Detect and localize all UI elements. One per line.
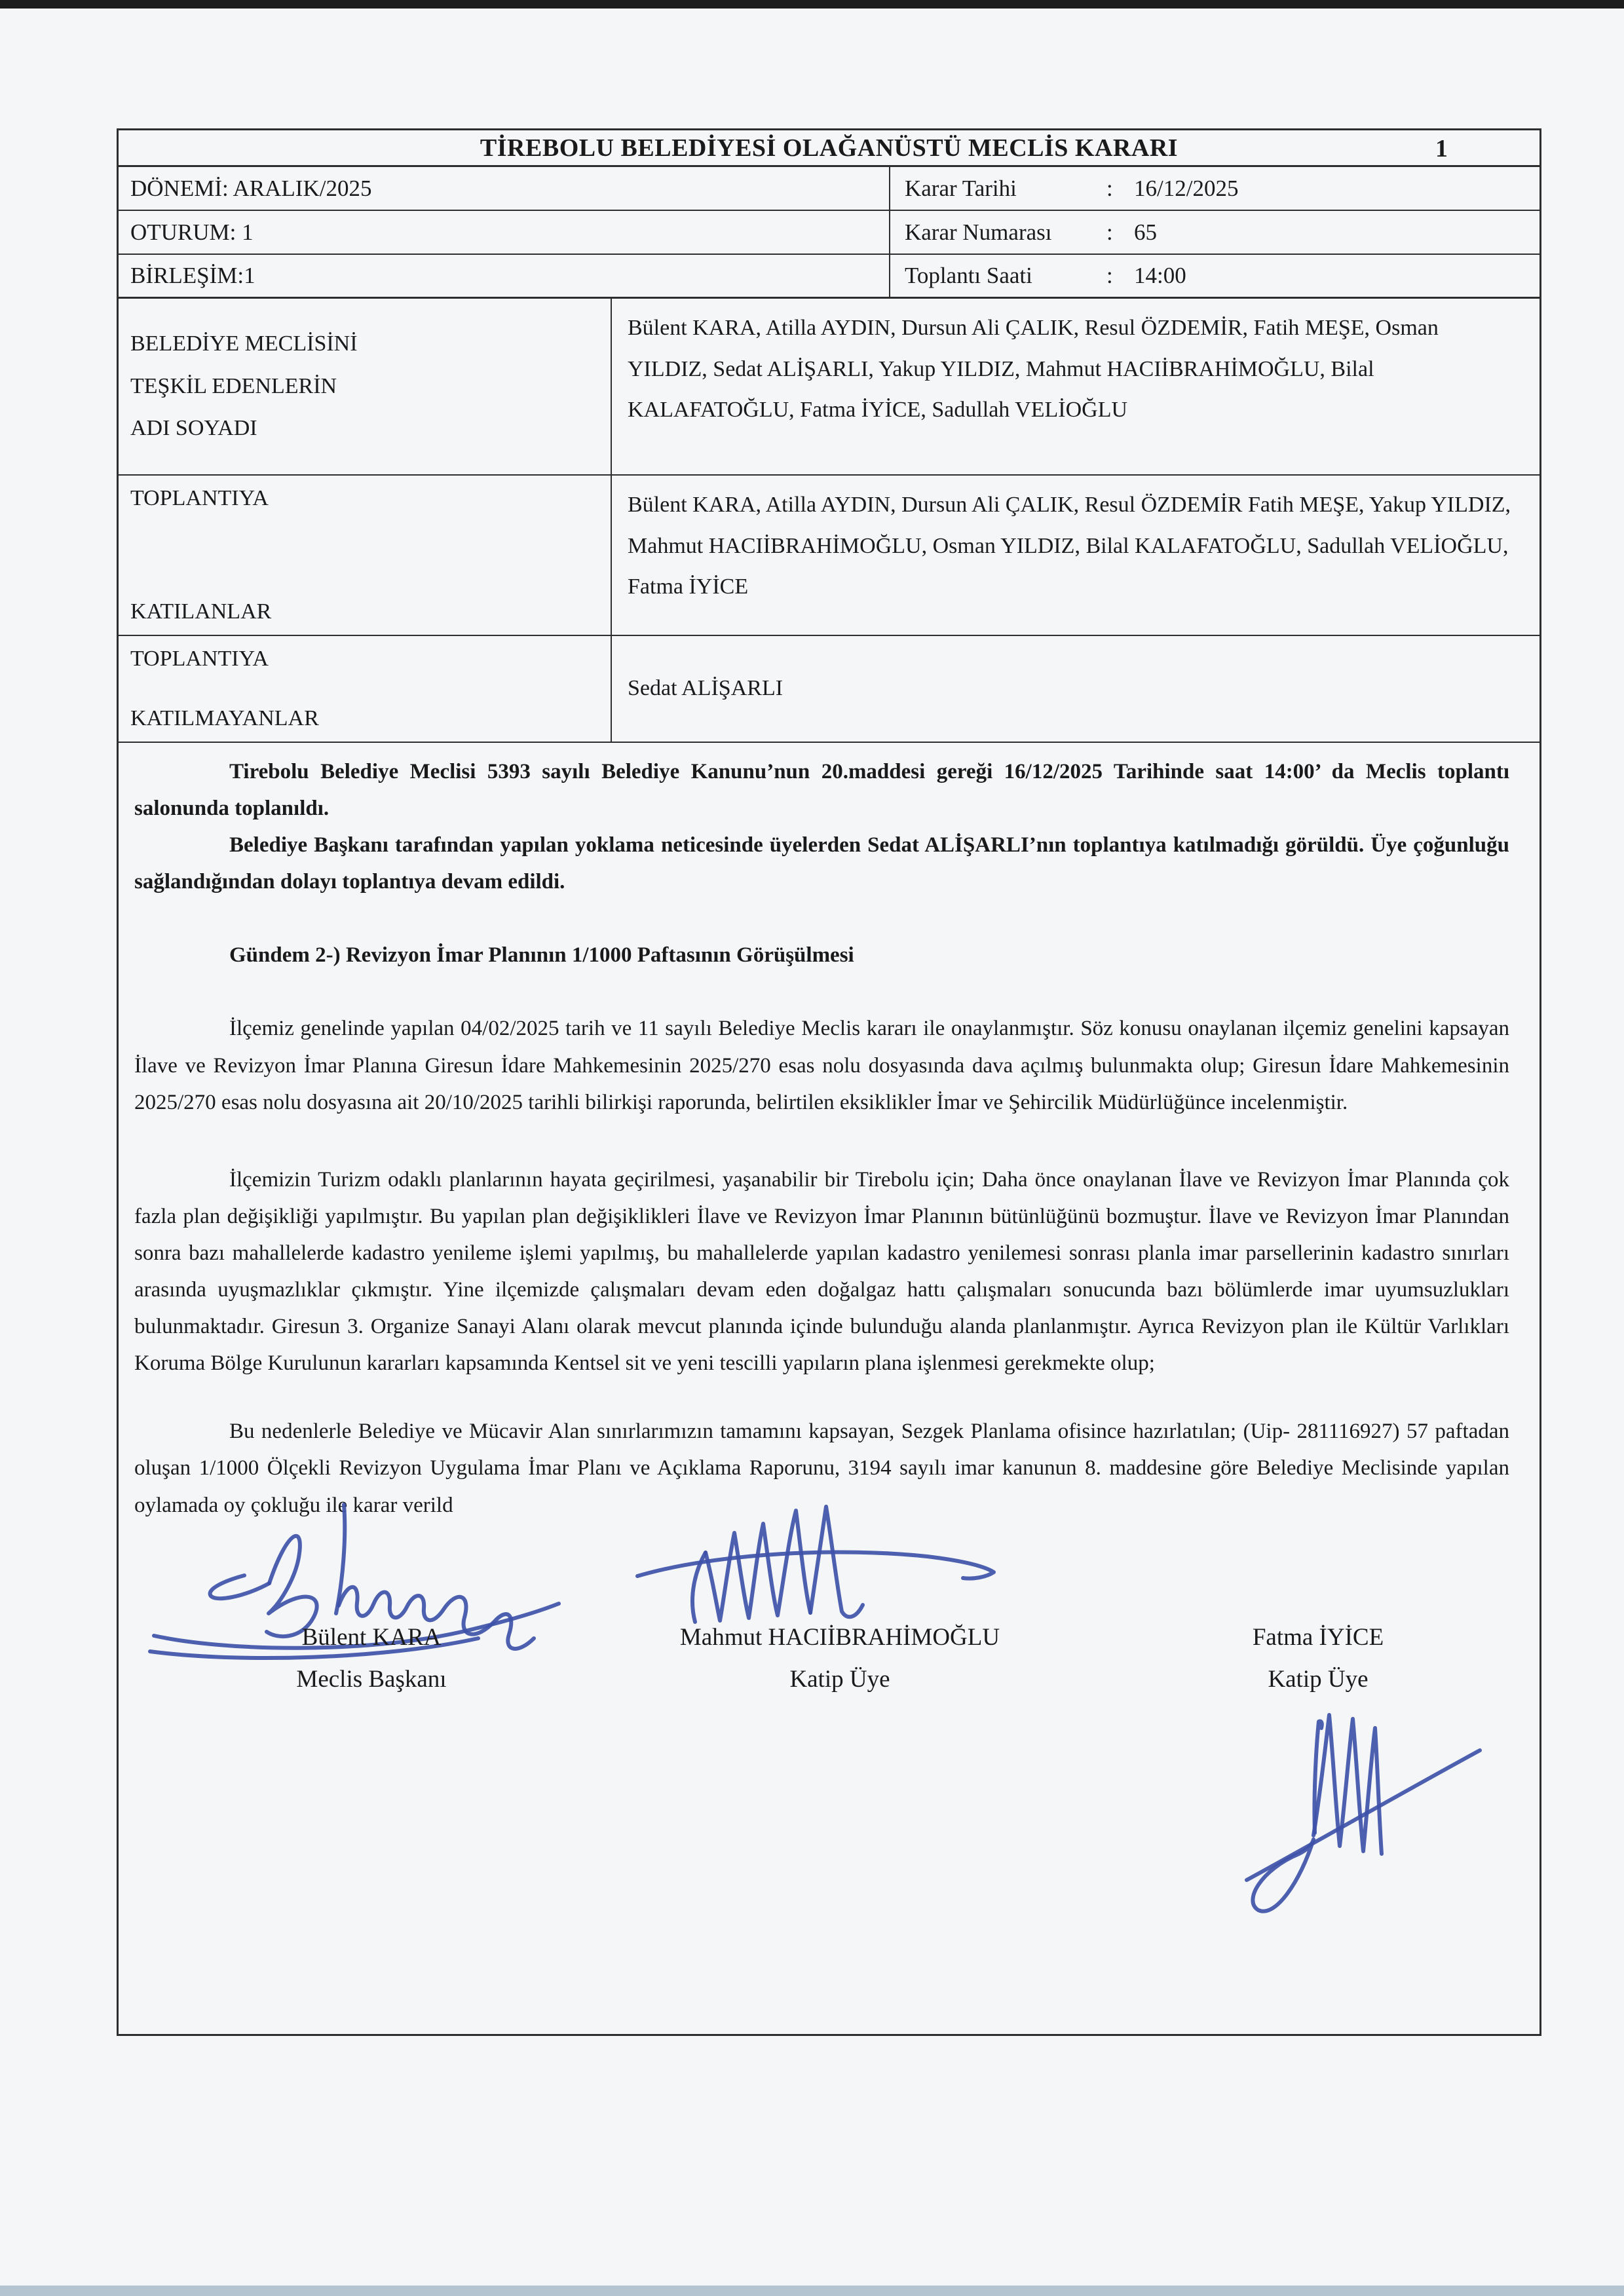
- attendees-row: [119, 476, 1539, 636]
- label-line: KATILMAYANLAR: [130, 706, 319, 730]
- agenda-heading: Gündem 2-) Revizyon İmar Planının 1/1000 Paftasının Görüşülmesi: [229, 943, 854, 968]
- toplanti-saati-value: 14:00: [1134, 263, 1186, 288]
- intro-paragraph-2: Belediye Başkanı tarafından yapılan yoklama neticesinde üyelerden Sedat ALİŞARLI’nın toplantıya katılmadığı görüldü. Üye çoğunluğu sağlandığından dolayı toplantıya devam edildi.: [134, 833, 1509, 894]
- signatory-bulent-kara: [201, 1617, 542, 1702]
- signatory-title: Meclis Başkanı: [296, 1666, 447, 1693]
- signatory-name: Bülent KARA: [301, 1623, 442, 1651]
- oturum-label: OTURUM: 1: [119, 211, 890, 254]
- absentees-names: Sedat ALİŞARLI: [628, 676, 784, 701]
- body-paragraph-1: İlçemiz genelinde yapılan 04/02/2025 tarih ve 11 sayılı Belediye Meclis kararı ile onaylanmıştır. Söz konusu onaylanan ilçemiz genelini kapsayan İlave ve Revizyon İmar Planına Giresun İdare Mahkemesinin 2025/270 esas nolu dosyasında dava açılmış bulunmakta olup; Giresun İdare Mahkemesinin 2025/270 esas nolu dosyasına ait 20/10/2025 tarihli bilirkişi raporunda, belirtilen eksiklikler İmar ve Şehircilik Müdürlüğünce incelenmiştir.: [134, 1017, 1509, 1114]
- signatory-fatma-iyice: [1148, 1617, 1488, 1702]
- toplanti-saati-label: Toplantı Saati: [905, 263, 1032, 288]
- page-number: 1: [1435, 135, 1448, 162]
- attendees-label: [119, 476, 612, 635]
- council-members-names: Bülent KARA, Atilla AYDIN, Dursun Ali ÇALIK, Resul ÖZDEMİR, Fatih MEŞE, Osman YILDIZ, Sedat ALİŞARLI, Yakup YILDIZ, Mahmut HACIİBRAHİMOĞLU, Bilal KALAFATOĞLU, Fatma İYİCE, Sadullah VELİOĞLU: [628, 316, 1439, 423]
- label-line: KATILANLAR: [130, 599, 272, 624]
- label-line: TEŞKİL EDENLERİN: [130, 373, 337, 398]
- title-row: [119, 130, 1539, 167]
- label-line: TOPLANTIYA: [130, 647, 269, 671]
- separator: :: [1106, 175, 1113, 201]
- body-paragraph-2: İlçemizin Turizm odaklı planlarının hayata geçirilmesi, yaşanabilir bir Tirebolu için; Daha önce onaylanan İlave ve Revizyon İmar Planında çok fazla plan değişikliği yapılmıştır. Bu yapılan plan değişiklikleri İlave ve Revizyon İmar Planının bütünlüğünü bozmuştur. İlave ve Revizyon İmar Planından sonra bazı mahallelerde kadastro yenileme işlemi yapılmış, bu mahallelerde yapılan kadastro yenilemesi sonrası planla imar parsellerinin kadastro sınırları arasında uyuşmazlıklar çıkmıştır. Yine ilçemizde çalışmaları devam eden doğalgaz hattı çalışmaları sonucunda bazı bölümlerde imar uyumsuzlukları bulunmaktadır. Giresun 3. Organize Sanayi Alanı olarak mevcut planında içinde bulunduğu alanda planlanmıştır. Ayrıca Revizyon plan ile Kültür Varlıkları Koruma Bölge Kurulunun kararları kapsamında Kentsel sit ve yeni tescilli yapıların plana işlenmesi gerekmekte olup;: [134, 1167, 1509, 1376]
- attendees-names: Bülent KARA, Atilla AYDIN, Dursun Ali ÇALIK, Resul ÖZDEMİR Fatih MEŞE, Yakup YILDIZ, Mahmut HACIİBRAHİMOĞLU, Osman YILDIZ, Bilal KALAFATOĞLU, Sadullah VELİOĞLU, Fatma İYİCE: [628, 493, 1511, 599]
- label-line: BELEDİYE MECLİSİNİ: [130, 331, 358, 356]
- separator: :: [1106, 219, 1113, 245]
- info-row-birlesim: [119, 255, 1539, 299]
- label-line: TOPLANTIYA: [130, 486, 269, 510]
- body-paragraph-3: Bu nedenlerle Belediye ve Mücavir Alan sınırlarımızın tamamını kapsayan, Sezgek Planlama ofisince hazırlatılan; (Uip- 281116927) 57 paftadan oluşan 1/1000 Ölçekli Revizyon Uygulama İmar Planı ve Açıklama Raporunu, 3194 sayılı imar kanunun 8. maddesine göre Belediye Meclisinde yapılan oylamada oy çokluğu ile karar verild: [134, 1420, 1509, 1517]
- signatory-title: Katip Üye: [789, 1666, 890, 1693]
- karar-tarihi-value: 16/12/2025: [1134, 175, 1239, 201]
- birlesim-label: BİRLEŞİM:1: [119, 255, 890, 297]
- council-members-label: [119, 299, 612, 474]
- signature-block: [134, 1533, 1509, 1916]
- separator: :: [1106, 263, 1113, 288]
- intro-paragraph-1: Tirebolu Belediye Meclisi 5393 sayılı Belediye Kanunu’nun 20.maddesi gereği 16/12/2025 Tarihinde saat 14:00’ da Meclis toplantı salonunda toplanıldı.: [134, 760, 1509, 821]
- info-row-donem: [119, 167, 1539, 211]
- signatory-name: Fatma İYİCE: [1252, 1623, 1384, 1651]
- scan-bottom-edge: [0, 2286, 1624, 2296]
- page-title: TİREBOLU BELEDİYESİ OLAĞANÜSTÜ MECLİS KARARI: [480, 134, 1179, 162]
- signatory-title: Katip Üye: [1268, 1666, 1369, 1693]
- decision-body: [119, 743, 1539, 1916]
- handwritten-signature-icon: [1215, 1685, 1490, 1921]
- toplanti-saati-cell: [890, 255, 1539, 297]
- signatory-mahmut-haciibrahimoglu: [611, 1617, 1069, 1702]
- signatory-name: Mahmut HACIİBRAHİMOĞLU: [679, 1623, 1000, 1651]
- karar-tarihi-label: Karar Tarihi: [905, 175, 1017, 201]
- info-row-oturum: [119, 211, 1539, 255]
- donem-label: DÖNEMİ: ARALIK/2025: [119, 167, 890, 210]
- karar-tarihi-cell: [890, 167, 1539, 210]
- council-members-row: [119, 299, 1539, 476]
- decision-document-table: [117, 128, 1541, 2036]
- label-line: ADI SOYADI: [130, 416, 257, 441]
- karar-numarasi-value: 65: [1134, 219, 1157, 245]
- scan-top-edge: [0, 0, 1624, 9]
- karar-numarasi-cell: [890, 211, 1539, 254]
- absentees-row: [119, 636, 1539, 743]
- karar-numarasi-label: Karar Numarası: [905, 219, 1052, 245]
- absentees-label: [119, 636, 612, 742]
